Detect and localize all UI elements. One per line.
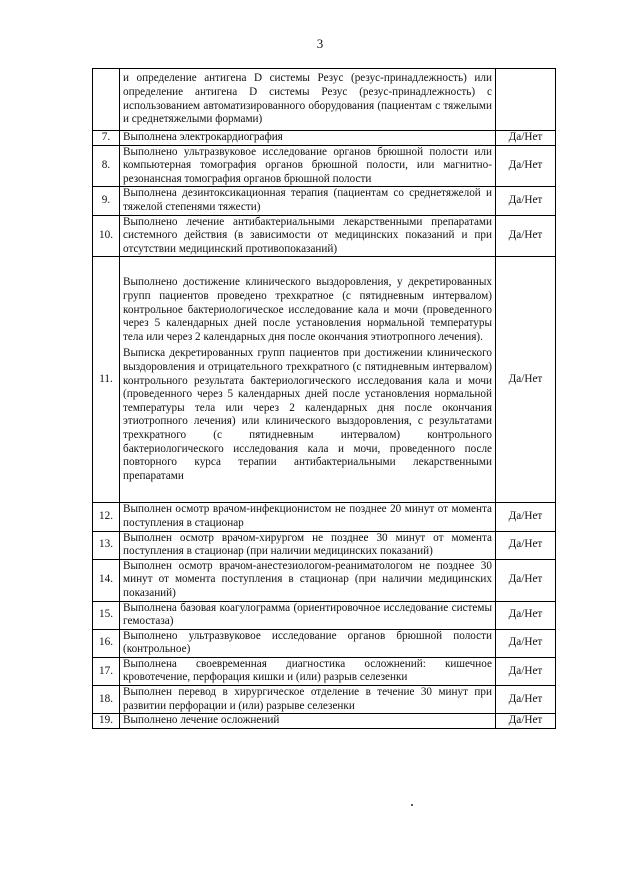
row-number: 18.	[93, 686, 120, 714]
row-number	[93, 69, 120, 131]
criterion-text	[120, 257, 496, 503]
row-number: 9.	[93, 187, 120, 215]
row-number: 13.	[93, 531, 120, 559]
criterion-paragraph: Выполнен осмотр врачом-хирургом не позднее 30 минут от момента поступления в стационар (при наличии медицинских показаний)	[123, 531, 492, 558]
answer-cell: Да/Нет	[496, 131, 556, 146]
criterion-paragraph: и определение антигена D системы Резус (резус-принадлежность) или определение антигена D системы Резус (резус-принадлежность) с использованием автоматизированного оборудования (пациентам с тяжелыми и среднетяжелыми формами)	[123, 72, 492, 126]
row-number: 12.	[93, 503, 120, 531]
row-number: 7.	[93, 131, 120, 146]
criterion-paragraph: Выполнен перевод в хирургическое отделение в течение 30 минут при развитии перфорации и (или) разрыве селезенки	[123, 686, 492, 712]
scan-speck	[411, 804, 413, 806]
table-row	[93, 187, 556, 215]
criterion-paragraph: Выполнено ультразвуковое исследование органов брюшной полости или компьютерная томография органов брюшной полости, или магнитно-резонансная томография органов брюшной полости	[123, 145, 492, 185]
criterion-paragraph: Выполнено лечение осложнений	[123, 714, 280, 727]
row-number: 16.	[93, 629, 120, 657]
criterion-text	[120, 145, 496, 187]
criterion-text	[120, 714, 496, 729]
row-number: 19.	[93, 714, 120, 729]
answer-cell: Да/Нет	[496, 559, 556, 601]
criterion-text	[120, 629, 496, 657]
answer-cell: Да/Нет	[496, 601, 556, 629]
answer-cell: Да/Нет	[496, 531, 556, 559]
row-number: 11.	[93, 257, 120, 503]
row-number: 10.	[93, 215, 120, 257]
table-row	[93, 601, 556, 629]
criterion-text	[120, 601, 496, 629]
answer-cell	[496, 69, 556, 131]
criterion-paragraph: Выполнена электрокардиография	[123, 131, 283, 143]
answer-cell: Да/Нет	[496, 215, 556, 257]
table-row	[93, 215, 556, 257]
answer-cell: Да/Нет	[496, 257, 556, 503]
answer-cell: Да/Нет	[496, 145, 556, 187]
table-row	[93, 503, 556, 531]
answer-cell: Да/Нет	[496, 686, 556, 714]
criterion-paragraph: Выписка декретированных групп пациентов при достижении клинического выздоровления и отрицательного трехкратного (с пятидневным интервалом) контрольного результата бактериологического исследования кала и мочи (проведенного через 5 календарных дней после установления нормальной температуры тела или через 2 календарных дня после окончания этиотропного лечения) или клинического выздоровления, с результатами трехкратного (с пятидневным интервалом) контрольного бактериологического исследования кала и мочи, проведенного после повторного курса терапии антибактериальными лекарственными препаратами	[123, 347, 492, 482]
row-number: 8.	[93, 145, 120, 187]
criterion-paragraph: Выполнено лечение антибактериальными лекарственными препаратами системного действия (в зависимости от медицинских показаний и при отсутствии медицинский противопоказаний)	[123, 215, 492, 255]
criterion-text	[120, 69, 496, 131]
table-row	[93, 657, 556, 685]
table-row	[93, 131, 556, 146]
answer-cell: Да/Нет	[496, 657, 556, 685]
table-row	[93, 145, 556, 187]
criterion-text	[120, 657, 496, 685]
criterion-text	[120, 131, 496, 146]
criterion-text	[120, 686, 496, 714]
criterion-paragraph: Выполнена своевременная диагностика осложнений: кишечное кровотечение, перфорация кишки и (или) разрыв селезенки	[123, 657, 492, 684]
answer-cell: Да/Нет	[496, 629, 556, 657]
page-number: 3	[316, 36, 324, 51]
table-row	[93, 714, 556, 729]
row-number: 17.	[93, 657, 120, 685]
table-row	[93, 69, 556, 131]
criterion-paragraph: Выполнен осмотр врачом-анестезиологом-реаниматологом не позднее 30 минут от момента поступления в стационар (при наличии медицинских показаний)	[123, 559, 492, 599]
criterion-text	[120, 187, 496, 215]
criterion-paragraph: Выполнено ультразвуковое исследование органов брюшной полости (контрольное)	[123, 629, 492, 656]
row-number: 15.	[93, 601, 120, 629]
criterion-paragraph: Выполнена дезинтоксикационная терапия (пациентам со среднетяжелой и тяжелой степенями тяжести)	[123, 187, 492, 213]
table-row	[93, 629, 556, 657]
table-row	[93, 559, 556, 601]
row-number: 14.	[93, 559, 120, 601]
criterion-paragraph: Выполнен осмотр врачом-инфекционистом не позднее 20 минут от момента поступления в стационар	[123, 503, 492, 529]
table-row	[93, 531, 556, 559]
criterion-text	[120, 531, 496, 559]
answer-cell: Да/Нет	[496, 503, 556, 531]
answer-cell: Да/Нет	[496, 187, 556, 215]
criterion-paragraph: Выполнена базовая коагулограмма (ориентировочное исследование системы гемостаза)	[123, 601, 492, 628]
criterion-text	[120, 215, 496, 257]
criterion-text	[120, 559, 496, 601]
quality-criteria-table	[92, 68, 556, 729]
criterion-text	[120, 503, 496, 531]
table-row	[93, 257, 556, 503]
answer-cell: Да/Нет	[496, 714, 556, 729]
table-row	[93, 686, 556, 714]
criterion-paragraph: Выполнено достижение клинического выздоровления, у декретированных групп пациентов проведено трехкратное (с пятидневным интервалом) контрольное бактериологическое исследование кала и мочи (проведенного через 5 календарных дней после установления нормальной температуры тела или через 2 календарных дня после окончания этиотропного лечения).	[123, 276, 492, 343]
